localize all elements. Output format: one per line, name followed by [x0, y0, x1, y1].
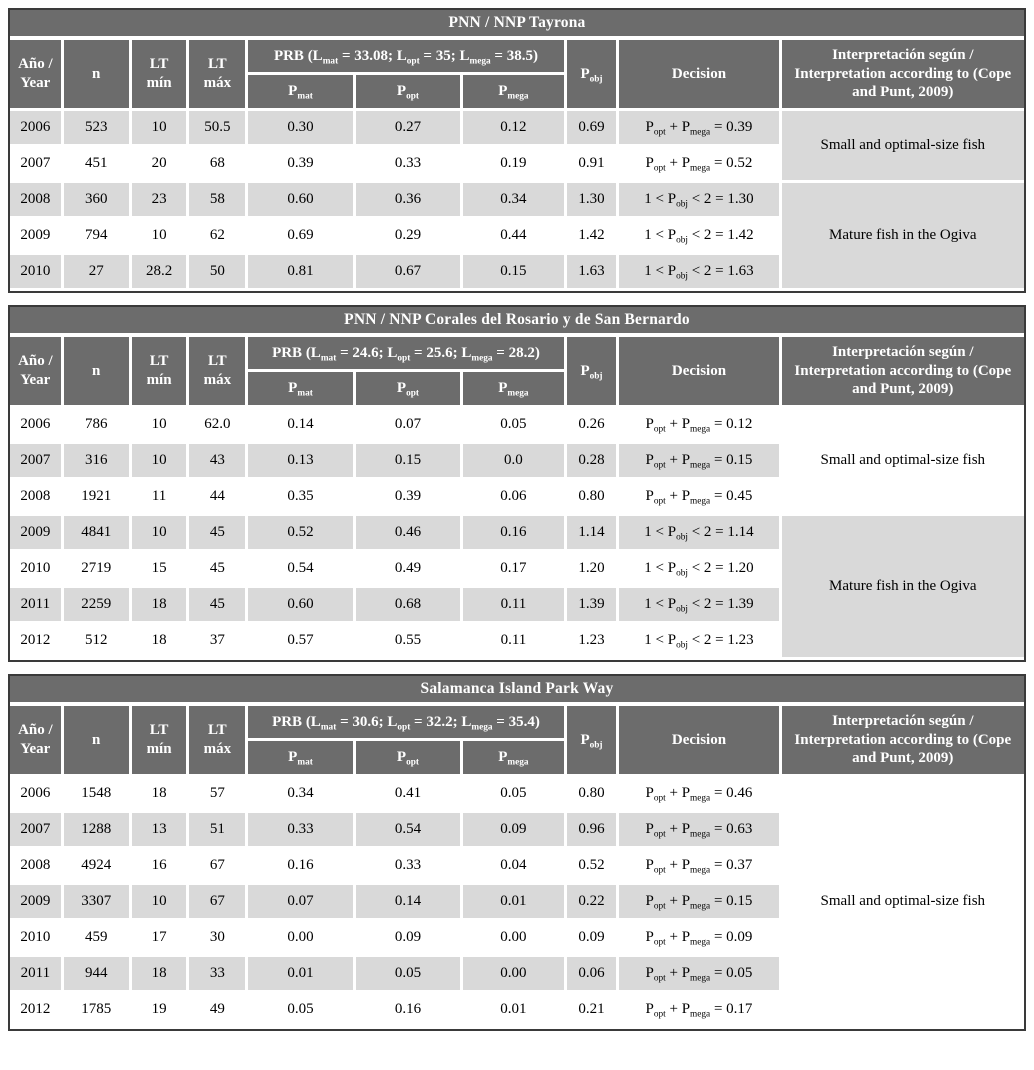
cell-year: 2006: [10, 777, 64, 813]
cell-n: 794: [64, 219, 132, 255]
cell-n: 1785: [64, 993, 132, 1029]
cell-lt-max: 45: [189, 552, 248, 588]
cell-p-mat: 0.81: [248, 255, 355, 291]
cell-p-mega: 0.00: [463, 957, 566, 993]
col-header-p-opt: $P_{opt}$: [356, 741, 463, 777]
cell-p-opt: 0.49: [356, 552, 463, 588]
col-header-p-opt: $P_{opt}$: [356, 372, 463, 408]
cell-lt-max: 57: [189, 777, 248, 813]
cell-lt-min: 28.2: [132, 255, 190, 291]
cell-p-mega: 0.19: [463, 147, 566, 183]
col-header-lt-min: LT mín: [132, 40, 190, 111]
cell-lt-max: 51: [189, 813, 248, 849]
cell-p-obj: 0.80: [567, 480, 620, 516]
cell-lt-max: 62: [189, 219, 248, 255]
cell-lt-min: 16: [132, 849, 190, 885]
cell-year: 2009: [10, 885, 64, 921]
cell-decision: $P_{opt} + P_{mega} = 0.12$: [619, 408, 781, 444]
cell-p-opt: 0.14: [356, 885, 463, 921]
cell-lt-min: 10: [132, 885, 190, 921]
cell-year: 2008: [10, 183, 64, 219]
cell-lt-max: 33: [189, 957, 248, 993]
cell-p-mat: 0.35: [248, 480, 355, 516]
col-header-lt-min: LT mín: [132, 706, 190, 777]
cell-lt-min: 18: [132, 588, 190, 624]
table-title: PNN / NNP Corales del Rosario y de San Bernardo: [10, 307, 1024, 337]
cell-p-mega: 0.44: [463, 219, 566, 255]
cell-year: 2007: [10, 147, 64, 183]
table-row: [10, 111, 1024, 147]
col-header-lt-max: LT máx: [189, 337, 248, 408]
cell-p-opt: 0.09: [356, 921, 463, 957]
cell-p-obj: 1.14: [567, 516, 620, 552]
cell-year: 2006: [10, 408, 64, 444]
data-table: [10, 676, 1024, 1029]
col-header-p-mega: $P_{mega}$: [463, 372, 566, 408]
cell-year: 2010: [10, 921, 64, 957]
cell-p-mat: 0.34: [248, 777, 355, 813]
cell-p-obj: 0.22: [567, 885, 620, 921]
col-header-interpretation: Interpretación según / Interpretation according to (Cope and Punt, 2009): [782, 40, 1024, 111]
cell-p-opt: 0.15: [356, 444, 463, 480]
cell-p-mat: 0.69: [248, 219, 355, 255]
cell-lt-min: 23: [132, 183, 190, 219]
cell-n: 27: [64, 255, 132, 291]
cell-p-obj: 1.30: [567, 183, 620, 219]
cell-p-mat: 0.07: [248, 885, 355, 921]
cell-decision: $1 < P_{obj} < 2 = 1.42$: [619, 219, 781, 255]
table-title-row: [10, 676, 1024, 706]
cell-lt-max: 37: [189, 624, 248, 660]
cell-p-mega: 0.11: [463, 588, 566, 624]
cell-n: 1288: [64, 813, 132, 849]
cell-decision: $P_{opt} + P_{mega} = 0.17$: [619, 993, 781, 1029]
cell-decision: $P_{opt} + P_{mega} = 0.39$: [619, 111, 781, 147]
cell-n: 944: [64, 957, 132, 993]
cell-decision: $P_{opt} + P_{mega} = 0.15$: [619, 885, 781, 921]
cell-n: 2259: [64, 588, 132, 624]
cell-n: 523: [64, 111, 132, 147]
cell-lt-min: 10: [132, 219, 190, 255]
cell-p-opt: 0.68: [356, 588, 463, 624]
table-row: [10, 777, 1024, 813]
cell-p-mega: 0.34: [463, 183, 566, 219]
cell-year: 2012: [10, 624, 64, 660]
col-header-year: Año / Year: [10, 706, 64, 777]
cell-p-obj: 1.42: [567, 219, 620, 255]
cell-n: 786: [64, 408, 132, 444]
interpretation-cell: Small and optimal-size fish: [782, 777, 1024, 1029]
cell-n: 459: [64, 921, 132, 957]
col-header-year: Año / Year: [10, 337, 64, 408]
table-title-row: [10, 307, 1024, 337]
cell-lt-max: 49: [189, 993, 248, 1029]
cell-p-obj: 1.39: [567, 588, 620, 624]
cell-p-mat: 0.60: [248, 588, 355, 624]
col-header-lt-max: LT máx: [189, 706, 248, 777]
cell-n: 1548: [64, 777, 132, 813]
cell-lt-min: 19: [132, 993, 190, 1029]
cell-lt-min: 18: [132, 624, 190, 660]
cell-lt-max: 30: [189, 921, 248, 957]
cell-lt-max: 45: [189, 516, 248, 552]
col-header-decision: Decision: [619, 706, 781, 777]
cell-lt-min: 10: [132, 516, 190, 552]
cell-p-mat: 0.01: [248, 957, 355, 993]
cell-p-opt: 0.36: [356, 183, 463, 219]
cell-year: 2011: [10, 588, 64, 624]
cell-p-mega: 0.00: [463, 921, 566, 957]
cell-lt-min: 13: [132, 813, 190, 849]
cell-lt-min: 20: [132, 147, 190, 183]
table-row: [10, 183, 1024, 219]
col-header-n: n: [64, 706, 132, 777]
cell-year: 2008: [10, 849, 64, 885]
cell-p-mat: 0.14: [248, 408, 355, 444]
col-header-interpretation: Interpretación según / Interpretation according to (Cope and Punt, 2009): [782, 706, 1024, 777]
cell-lt-max: 58: [189, 183, 248, 219]
table-row: [10, 516, 1024, 552]
cell-p-obj: 1.20: [567, 552, 620, 588]
cell-lt-min: 10: [132, 444, 190, 480]
cell-p-opt: 0.05: [356, 957, 463, 993]
cell-lt-min: 18: [132, 957, 190, 993]
cell-lt-max: 44: [189, 480, 248, 516]
cell-decision: $P_{opt} + P_{mega} = 0.37$: [619, 849, 781, 885]
col-header-p-mat: $P_{mat}$: [248, 372, 355, 408]
col-header-prb: PRB ($L_{mat} = 24.6$; $L_{opt} = 25.6$; $L_{mega} = 28.2$): [248, 337, 566, 372]
cell-decision: $P_{opt} + P_{mega} = 0.63$: [619, 813, 781, 849]
col-header-prb: PRB ($L_{mat} = 33.08$; $L_{opt} = 35$; $L_{mega} = 38.5$): [248, 40, 566, 75]
cell-decision: $P_{opt} + P_{mega} = 0.45$: [619, 480, 781, 516]
col-header-interpretation: Interpretación según / Interpretation according to (Cope and Punt, 2009): [782, 337, 1024, 408]
cell-p-mat: 0.13: [248, 444, 355, 480]
col-header-p-mat: $P_{mat}$: [248, 741, 355, 777]
cell-year: 2012: [10, 993, 64, 1029]
table-title: PNN / NNP Tayrona: [10, 10, 1024, 40]
header-row-1: [10, 706, 1024, 741]
cell-year: 2007: [10, 813, 64, 849]
cell-p-obj: 0.69: [567, 111, 620, 147]
cell-n: 2719: [64, 552, 132, 588]
cell-decision: $P_{opt} + P_{mega} = 0.05$: [619, 957, 781, 993]
cell-decision: $1 < P_{obj} < 2 = 1.14$: [619, 516, 781, 552]
table-salamanca-island-park-way: [8, 674, 1026, 1031]
col-header-n: n: [64, 40, 132, 111]
cell-n: 316: [64, 444, 132, 480]
col-header-p-mega: $P_{mega}$: [463, 75, 566, 111]
col-header-n: n: [64, 337, 132, 408]
cell-p-opt: 0.29: [356, 219, 463, 255]
cell-p-obj: 0.52: [567, 849, 620, 885]
cell-year: 2009: [10, 516, 64, 552]
cell-year: 2009: [10, 219, 64, 255]
cell-p-mega: 0.05: [463, 777, 566, 813]
col-header-p-opt: $P_{opt}$: [356, 75, 463, 111]
cell-n: 1921: [64, 480, 132, 516]
cell-p-opt: 0.55: [356, 624, 463, 660]
interpretation-cell: Small and optimal-size fish: [782, 408, 1024, 516]
cell-p-mat: 0.16: [248, 849, 355, 885]
col-header-lt-max: LT máx: [189, 40, 248, 111]
cell-p-mega: 0.05: [463, 408, 566, 444]
cell-p-mat: 0.39: [248, 147, 355, 183]
cell-year: 2010: [10, 552, 64, 588]
table-title: Salamanca Island Park Way: [10, 676, 1024, 706]
cell-lt-min: 15: [132, 552, 190, 588]
cell-lt-max: 50.5: [189, 111, 248, 147]
table-title-row: [10, 10, 1024, 40]
cell-year: 2007: [10, 444, 64, 480]
cell-decision: $1 < P_{obj} < 2 = 1.39$: [619, 588, 781, 624]
cell-lt-min: 10: [132, 408, 190, 444]
cell-p-mega: 0.01: [463, 885, 566, 921]
table-tayrona: [8, 8, 1026, 293]
cell-decision: $1 < P_{obj} < 2 = 1.30$: [619, 183, 781, 219]
cell-lt-max: 45: [189, 588, 248, 624]
cell-p-opt: 0.54: [356, 813, 463, 849]
cell-p-mega: 0.11: [463, 624, 566, 660]
cell-p-mat: 0.57: [248, 624, 355, 660]
cell-n: 4841: [64, 516, 132, 552]
cell-p-obj: 0.80: [567, 777, 620, 813]
cell-p-obj: 0.96: [567, 813, 620, 849]
cell-p-obj: 0.06: [567, 957, 620, 993]
cell-n: 360: [64, 183, 132, 219]
cell-decision: $P_{opt} + P_{mega} = 0.09$: [619, 921, 781, 957]
cell-p-mat: 0.60: [248, 183, 355, 219]
cell-lt-max: 62.0: [189, 408, 248, 444]
cell-p-mega: 0.15: [463, 255, 566, 291]
col-header-prb: PRB ($L_{mat} = 30.6$; $L_{opt} = 32.2$; $L_{mega} = 35.4$): [248, 706, 566, 741]
cell-decision: $P_{opt} + P_{mega} = 0.15$: [619, 444, 781, 480]
cell-p-mat: 0.05: [248, 993, 355, 1029]
data-table: [10, 307, 1024, 660]
cell-p-mega: 0.09: [463, 813, 566, 849]
cell-p-opt: 0.07: [356, 408, 463, 444]
cell-lt-max: 67: [189, 885, 248, 921]
cell-p-obj: 0.21: [567, 993, 620, 1029]
cell-p-opt: 0.27: [356, 111, 463, 147]
table-row: [10, 408, 1024, 444]
interpretation-cell: Small and optimal-size fish: [782, 111, 1024, 183]
cell-year: 2006: [10, 111, 64, 147]
cell-p-mega: 0.06: [463, 480, 566, 516]
cell-p-opt: 0.67: [356, 255, 463, 291]
cell-p-mega: 0.16: [463, 516, 566, 552]
col-header-p-mega: $P_{mega}$: [463, 741, 566, 777]
cell-n: 512: [64, 624, 132, 660]
cell-p-obj: 0.09: [567, 921, 620, 957]
cell-p-opt: 0.39: [356, 480, 463, 516]
cell-p-mat: 0.33: [248, 813, 355, 849]
cell-decision: $1 < P_{obj} < 2 = 1.20$: [619, 552, 781, 588]
cell-p-obj: 0.91: [567, 147, 620, 183]
cell-decision: $1 < P_{obj} < 2 = 1.63$: [619, 255, 781, 291]
cell-decision: $P_{opt} + P_{mega} = 0.52$: [619, 147, 781, 183]
cell-p-mega: 0.17: [463, 552, 566, 588]
cell-p-mat: 0.52: [248, 516, 355, 552]
cell-lt-min: 17: [132, 921, 190, 957]
interpretation-cell: Mature fish in the Ogiva: [782, 183, 1024, 291]
cell-lt-max: 43: [189, 444, 248, 480]
col-header-lt-min: LT mín: [132, 337, 190, 408]
cell-decision: $1 < P_{obj} < 2 = 1.23$: [619, 624, 781, 660]
col-header-p-obj: $P_{obj}$: [567, 706, 620, 777]
interpretation-cell: Mature fish in the Ogiva: [782, 516, 1024, 660]
header-row-1: [10, 40, 1024, 75]
col-header-year: Año / Year: [10, 40, 64, 111]
cell-p-mega: 0.0: [463, 444, 566, 480]
col-header-p-obj: $P_{obj}$: [567, 337, 620, 408]
data-table: [10, 10, 1024, 291]
cell-year: 2010: [10, 255, 64, 291]
cell-p-opt: 0.33: [356, 147, 463, 183]
col-header-decision: Decision: [619, 40, 781, 111]
cell-p-mat: 0.54: [248, 552, 355, 588]
col-header-p-obj: $P_{obj}$: [567, 40, 620, 111]
cell-p-mega: 0.01: [463, 993, 566, 1029]
cell-lt-min: 11: [132, 480, 190, 516]
cell-decision: $P_{opt} + P_{mega} = 0.46$: [619, 777, 781, 813]
cell-lt-max: 50: [189, 255, 248, 291]
cell-p-mat: 0.00: [248, 921, 355, 957]
cell-year: 2008: [10, 480, 64, 516]
cell-lt-min: 10: [132, 111, 190, 147]
table-corales-rosario-san-bernardo: [8, 305, 1026, 662]
cell-p-opt: 0.33: [356, 849, 463, 885]
cell-p-mega: 0.12: [463, 111, 566, 147]
cell-p-obj: 1.63: [567, 255, 620, 291]
cell-p-obj: 0.26: [567, 408, 620, 444]
cell-p-opt: 0.46: [356, 516, 463, 552]
cell-p-mega: 0.04: [463, 849, 566, 885]
cell-n: 451: [64, 147, 132, 183]
col-header-decision: Decision: [619, 337, 781, 408]
cell-n: 3307: [64, 885, 132, 921]
cell-p-opt: 0.16: [356, 993, 463, 1029]
cell-p-obj: 1.23: [567, 624, 620, 660]
cell-lt-max: 68: [189, 147, 248, 183]
header-row-1: [10, 337, 1024, 372]
cell-p-mat: 0.30: [248, 111, 355, 147]
cell-n: 4924: [64, 849, 132, 885]
col-header-p-mat: $P_{mat}$: [248, 75, 355, 111]
cell-lt-min: 18: [132, 777, 190, 813]
cell-lt-max: 67: [189, 849, 248, 885]
cell-year: 2011: [10, 957, 64, 993]
cell-p-opt: 0.41: [356, 777, 463, 813]
cell-p-obj: 0.28: [567, 444, 620, 480]
